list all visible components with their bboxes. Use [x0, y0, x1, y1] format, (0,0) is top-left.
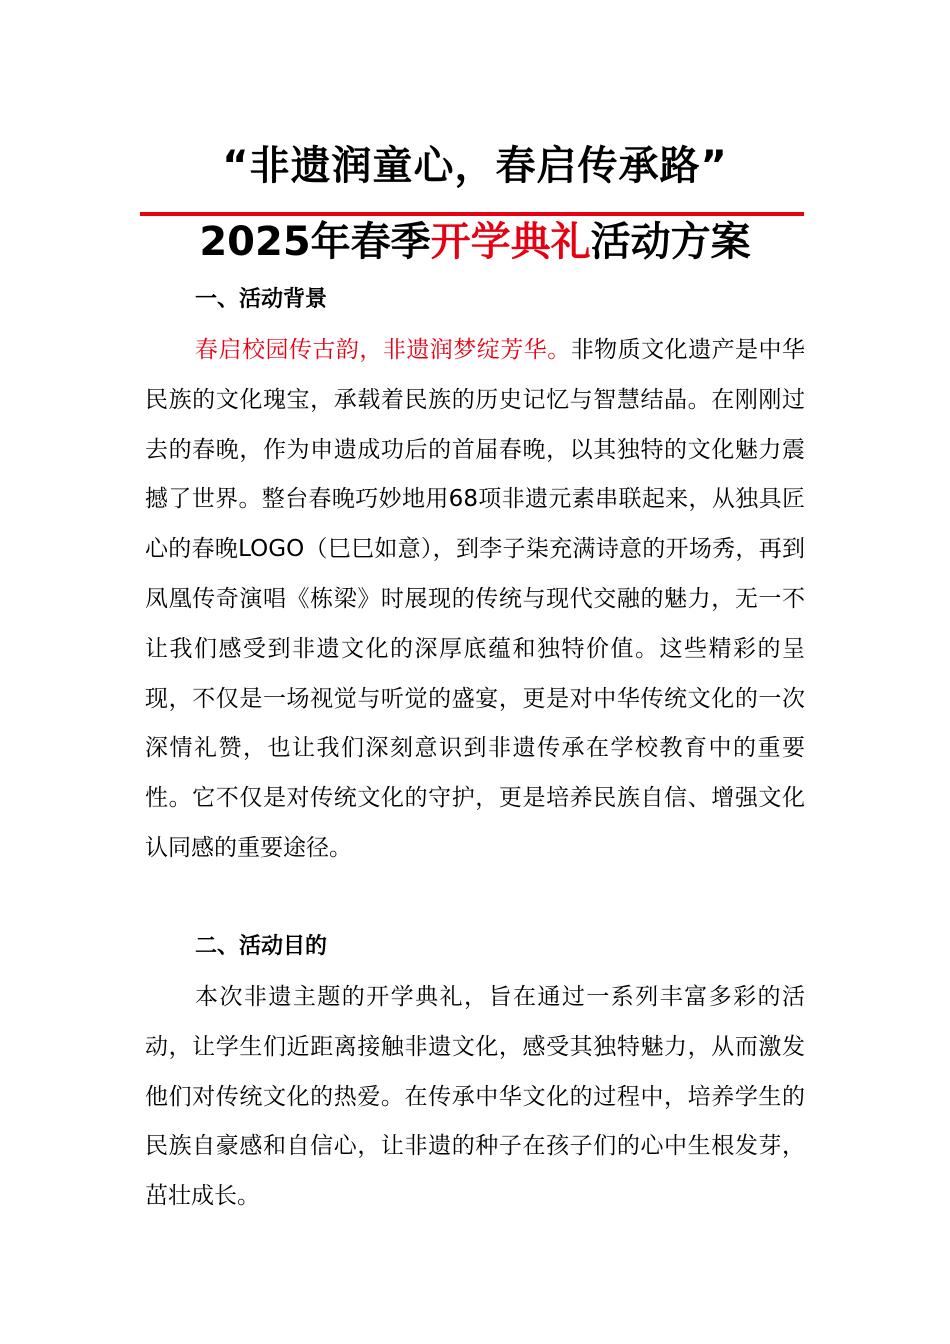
section-heading-purpose: 二、活动目的	[195, 934, 328, 959]
paragraph-background-body: 非物质文化遗产是中华民族的文化瑰宝，承载着民族的历史记忆与智慧结晶。在刚刚过去的春晚，作为申遗成功后的首届春晚，以其独特的文化魅力震撼了世界。整台春晚巧妙地用68项非遗元素串联起来，从独具匠心的春晚LOGO（巳巳如意），到李子柒充满诗意的开场秀，再到凤凰传奇演唱《栋梁》时展现的传统与现代交融的魅力，无一不让我们感受到非遗文化的深厚底蕴和独特价值。这些精彩的呈现，不仅是一场视觉与听觉的盛宴，更是对中华传统文化的一次深情礼赞，也让我们深刻意识到非遗传承在学校教育中的重要性。它不仅是对传统文化的守护，更是培养民族自信、增强文化认同感的重要途径。	[145, 337, 806, 861]
title-line2-highlight: 开学典礼	[430, 219, 591, 265]
paragraph-background-lead: 春启校园传古韵，非遗润梦绽芳华。	[195, 337, 571, 363]
title-line2-suffix: 活动方案	[590, 219, 751, 265]
title-line2-prefix: 2025年春季	[199, 219, 431, 265]
paragraph-background	[145, 326, 805, 874]
document-title-line1: “非遗润童心，春启传承路”	[222, 143, 728, 189]
paragraph-purpose: 本次非遗主题的开学典礼，旨在通过一系列丰富多彩的活动，让学生们近距离接触非遗文化，感受其独特魅力，从而激发他们对传统文化的热爱。在传承中华文化的过程中，培养学生的民族自豪感和自信心，让非遗的种子在孩子们的心中生根发芽，茁壮成长。	[145, 984, 805, 1210]
document-title-line2	[0, 214, 950, 270]
section-heading-background: 一、活动背景	[195, 287, 328, 312]
